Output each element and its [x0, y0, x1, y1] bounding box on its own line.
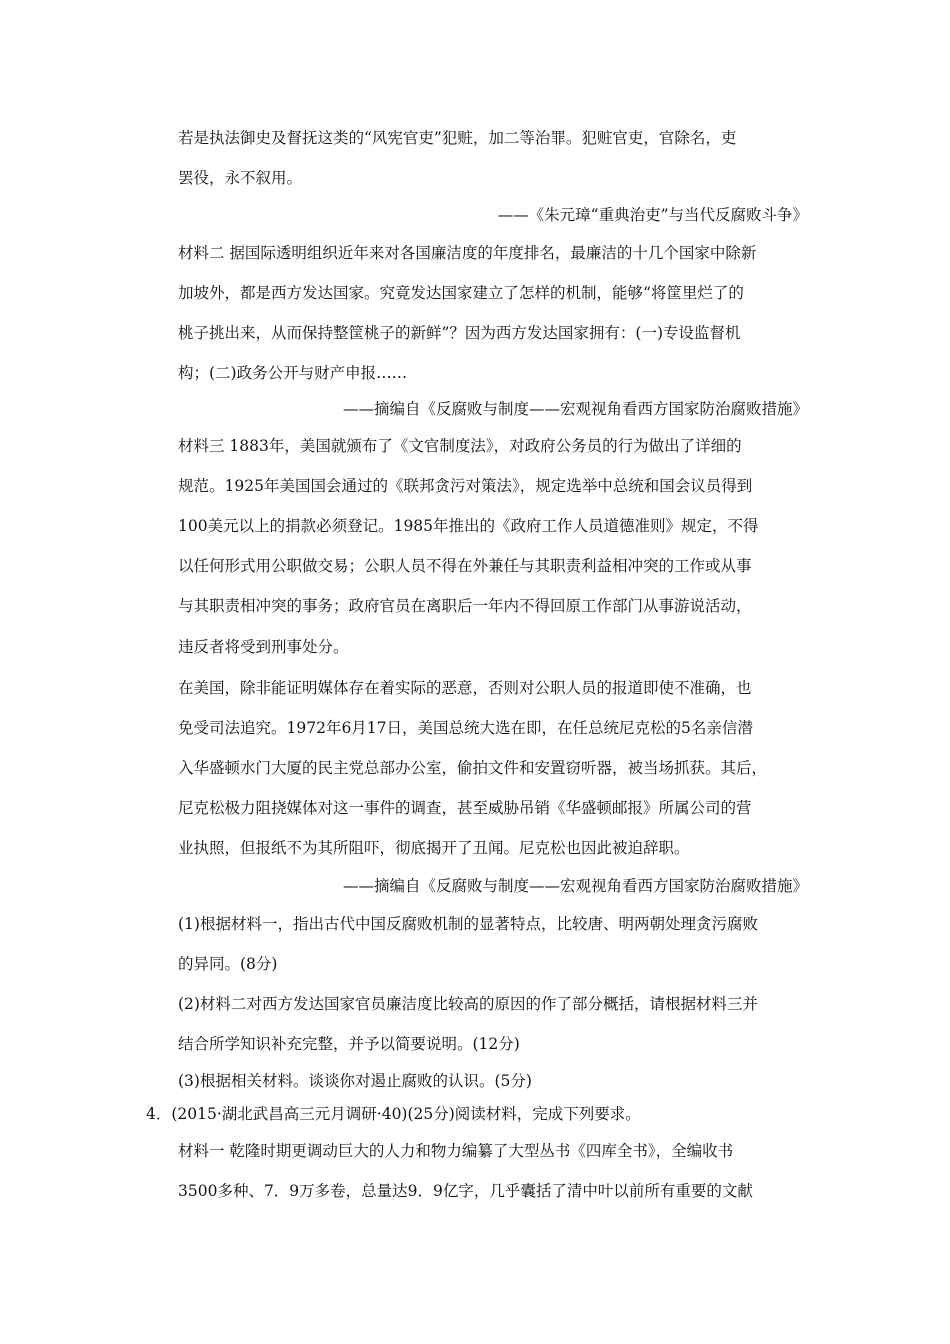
text-line: 尼克松极力阻挠媒体对这一事件的调查，甚至威胁吊销《华盛顿邮报》所属公司的营 — [178, 799, 752, 817]
source-citation: ——《朱元璋“重典治吏”与当代反腐败斗争》 — [497, 206, 808, 224]
text-line: 加坡外，都是西方发达国家。究竟发达国家建立了怎样的机制，能够“将筐里烂了的 — [178, 284, 744, 302]
text-line: 违反者将受到刑事处分。 — [178, 638, 349, 656]
question-heading: 4．(2015·湖北武昌高三元月调研·40)(25分)阅读材料，完成下列要求。 — [146, 1105, 641, 1123]
question-line: (2)材料二对西方发达国家官员廉洁度比较高的原因的作了部分概括，请根据材料三并 — [178, 995, 758, 1013]
text-line: 罢役，永不叙用。 — [178, 169, 303, 187]
text-line: 免受司法追究。1972年6月17日，美国总统大选在即，在任总统尼克松的5名亲信潜 — [178, 719, 753, 737]
source-citation: ——摘编自《反腐败与制度——宏观视角看西方国家防治腐败措施》 — [342, 400, 808, 418]
text-line: 与其职责相冲突的事务；政府官员在离职后一年内不得回原工作部门从事游说活动， — [178, 597, 752, 615]
text-line: 材料二 据国际透明组织近年来对各国廉洁度的年度排名，最廉洁的十几个国家中除新 — [178, 244, 757, 262]
question-line: 结合所学知识补充完整，并予以简要说明。(12分) — [178, 1035, 520, 1053]
text-line: 3500多种、7．9万多卷，总量达9．9亿字，几乎囊括了清中叶以前所有重要的文献 — [178, 1182, 753, 1200]
text-line: 桃子挑出来，从而保持整筐桃子的新鲜”？因为西方发达国家拥有：(一)专设监督机 — [178, 324, 741, 342]
question-line: (3)根据相关材料。谈谈你对遏止腐败的认识。(5分) — [178, 1072, 532, 1090]
text-line: 材料一 乾隆时期更调动巨大的人力和物力编纂了大型丛书《四库全书》，全编收书 — [178, 1142, 734, 1160]
text-line: 在美国，除非能证明媒体存在着实际的恶意，否则对公职人员的报道即使不准确，也 — [178, 679, 752, 697]
text-line: 若是执法御史及督抚这类的“风宪官吏”犯赃，加二等治罪。犯赃官吏，官除名，吏 — [178, 129, 737, 147]
text-line: 构；(二)政务公开与财产申报…… — [178, 364, 408, 382]
text-line: 100美元以上的捐款必须登记。1985年推出的《政府工作人员道德准则》规定，不得 — [178, 517, 759, 535]
text-line: 材料三 1883年，美国就颁布了《文官制度法》，对政府公务员的行为做出了详细的 — [178, 437, 742, 455]
source-citation: ——摘编自《反腐败与制度——宏观视角看西方国家防治腐败措施》 — [342, 877, 808, 895]
text-line: 以任何形式用公职做交易；公职人员不得在外兼任与其职责利益相冲突的工作或从事 — [178, 557, 752, 575]
text-line: 规范。1925年美国国会通过的《联邦贪污对策法》，规定选举中总统和国会议员得到 — [178, 477, 753, 495]
text-line: 业执照，但报纸不为其所阻吓，彻底揭开了丑闻。尼克松也因此被迫辞职。 — [178, 839, 690, 857]
question-line: (1)根据材料一，指出古代中国反腐败机制的显著特点，比较唐、明两朝处理贪污腐败 — [178, 915, 758, 933]
question-line: 的异同。(8分) — [178, 955, 278, 973]
text-line: 入华盛顿水门大厦的民主党总部办公室，偷拍文件和安置窃听器，被当场抓获。其后， — [178, 759, 768, 777]
